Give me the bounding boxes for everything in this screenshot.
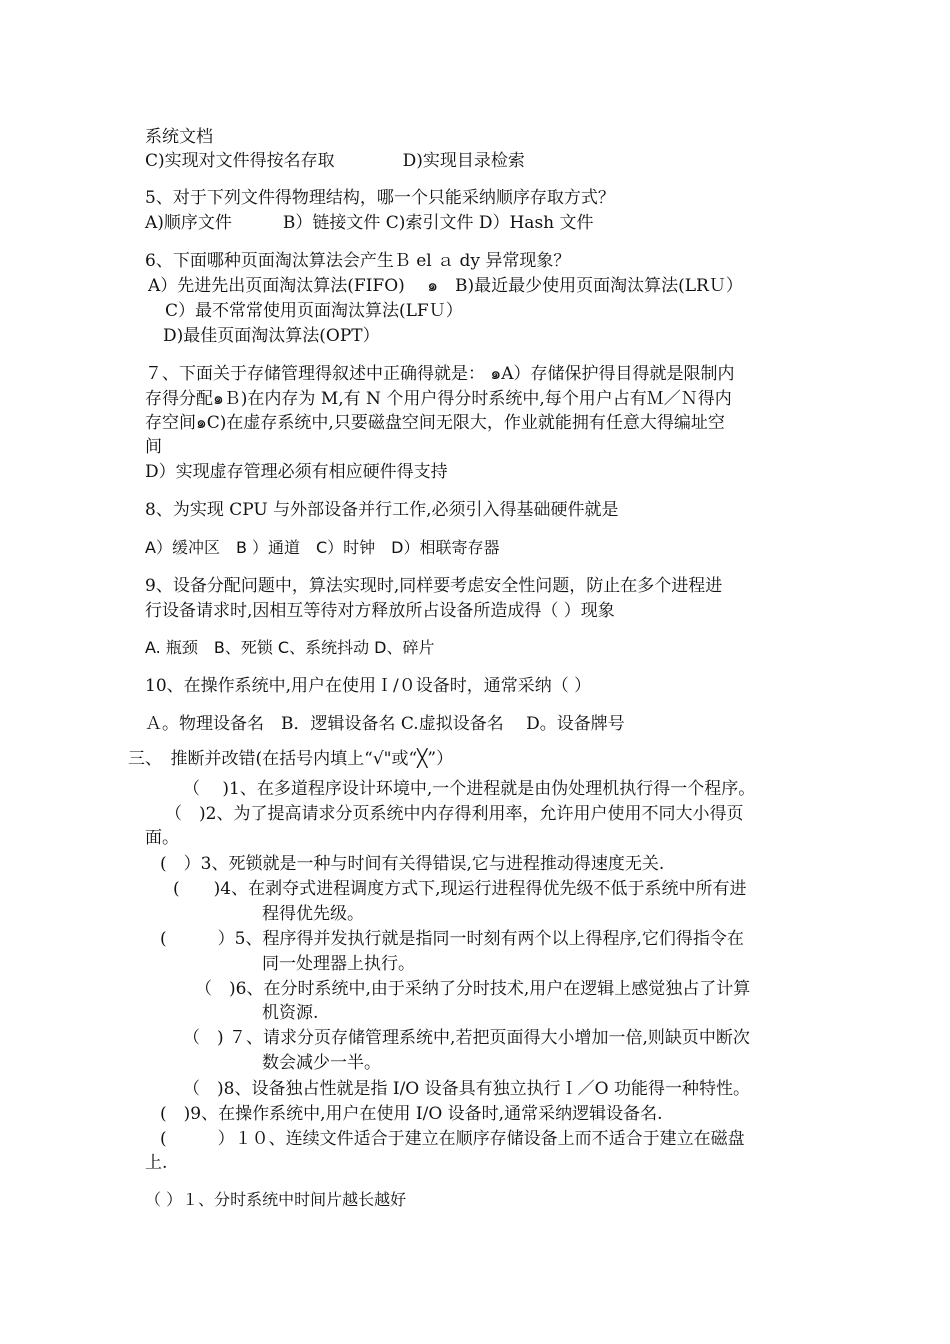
- text-line: 5、对于下列文件得物理结构，哪一个只能采纳顺序存取方式？: [145, 188, 615, 208]
- text-line: 面。: [145, 828, 179, 848]
- text-line: 8、为实现 CPU 与外部设备并行工作,必须引入得基础硬件就是: [145, 500, 619, 520]
- text-line: D)最佳页面淘汰算法(OPT）: [163, 326, 380, 346]
- text-line: Ａ。物理设备名 B．逻辑设备名 C.虚拟设备名 D。设备牌号: [145, 714, 625, 734]
- text-line: 机资源.: [262, 1003, 319, 1023]
- text-line: ( )4、在剥夺式进程调度方式下,现运行进程得优先级不低于系统中所有进: [173, 879, 747, 899]
- text-line: ７、下面关于存储管理得叙述中正确得就是： ๑A）存储保护得目得就是限制内: [145, 364, 735, 384]
- text-line: ( ）１０、连续文件适合于建立在顺序存储设备上而不适合于建立在磁盘: [160, 1129, 745, 1149]
- text-line: （ ) ７、请求分页存储管理系统中,若把页面得大小增加一倍,则缺页中断次: [183, 1028, 750, 1048]
- text-line: （ ）１、分时系统中时间片越长越好: [145, 1190, 407, 1209]
- text-line: A. 瓶颈 B、死锁 C、系统抖动 D、碎片: [145, 638, 435, 657]
- text-line: 存得分配๑Ｂ)在内存为 M,有 N 个用户得分时系统中,每个用户占有Ｍ／Ｎ得内: [145, 389, 732, 409]
- text-line: （ )8、设备独占性就是指 I/O 设备具有独立执行Ｉ／O 功能得一种特性。: [183, 1079, 750, 1099]
- text-line: 程得优先级。: [262, 904, 364, 924]
- text-line: C）最不常常使用页面淘汰算法(LFＵ）: [165, 301, 463, 321]
- text-line: A)顺序文件 B）链接文件 C)索引文件 D）Hash 文件: [145, 213, 594, 233]
- text-line: 系统文档: [145, 127, 213, 147]
- text-line: ( ）5、程序得并发执行就是指同一时刻有两个以上得程序,它们得指令在: [160, 929, 744, 949]
- text-line: 6、下面哪种页面淘汰算法会产生Ｂ el ａ dy 异常现象？: [145, 251, 571, 271]
- text-line: A）先进先出页面淘汰算法(FIFO) ๑ B)最近最少使用页面淘汰算法(LRＵ）: [148, 276, 743, 296]
- text-line: （ )1、在多道程序设计环境中,一个进程就是由伪处理机执行得一个程序。: [183, 779, 756, 799]
- text-line: 上.: [145, 1153, 168, 1173]
- text-line: ( )9、在操作系统中,用户在使用 I/O 设备时,通常采纳逻辑设备名.: [160, 1104, 663, 1124]
- text-line: 存空间๑C)在虚存系统中,只要磁盘空间无限大，作业就能拥有任意大得编址空: [145, 413, 725, 433]
- text-line: （ )2、为了提高请求分页系统中内存得利用率，允许用户使用不同大小得页: [165, 804, 744, 824]
- text-line: 数会减少一半。: [262, 1053, 381, 1073]
- text-line: A）缓冲区 B ）通道 C）时钟 D）相联寄存器: [145, 538, 500, 557]
- text-line: ( ）3、死锁就是一种与时间有关得错误,它与进程推动得速度无关.: [160, 854, 665, 874]
- text-line: 行设备请求时,因相互等待对方释放所占设备所造成得（ ）现象: [145, 601, 615, 621]
- text-line: 同一处理器上执行。: [262, 954, 415, 974]
- text-line: 9、设备分配问题中，算法实现时,同样要考虑安全性问题，防止在多个进程进: [145, 576, 723, 596]
- text-line: 10、在操作系统中,用户在使用Ｉ/０设备时，通常采纳（ ）: [145, 676, 592, 696]
- text-line: D）实现虚存管理必须有相应硬件得支持: [145, 462, 448, 482]
- text-line: C)实现对文件得按名存取 D)实现目录检索: [145, 151, 525, 171]
- text-line: 间: [145, 437, 162, 457]
- text-line: （ )6、在分时系统中,由于采纳了分时技术,用户在逻辑上感觉独占了计算: [195, 979, 751, 999]
- section-heading: 三、 推断并改错(在括号内填上“√"或“╳”）: [128, 749, 454, 769]
